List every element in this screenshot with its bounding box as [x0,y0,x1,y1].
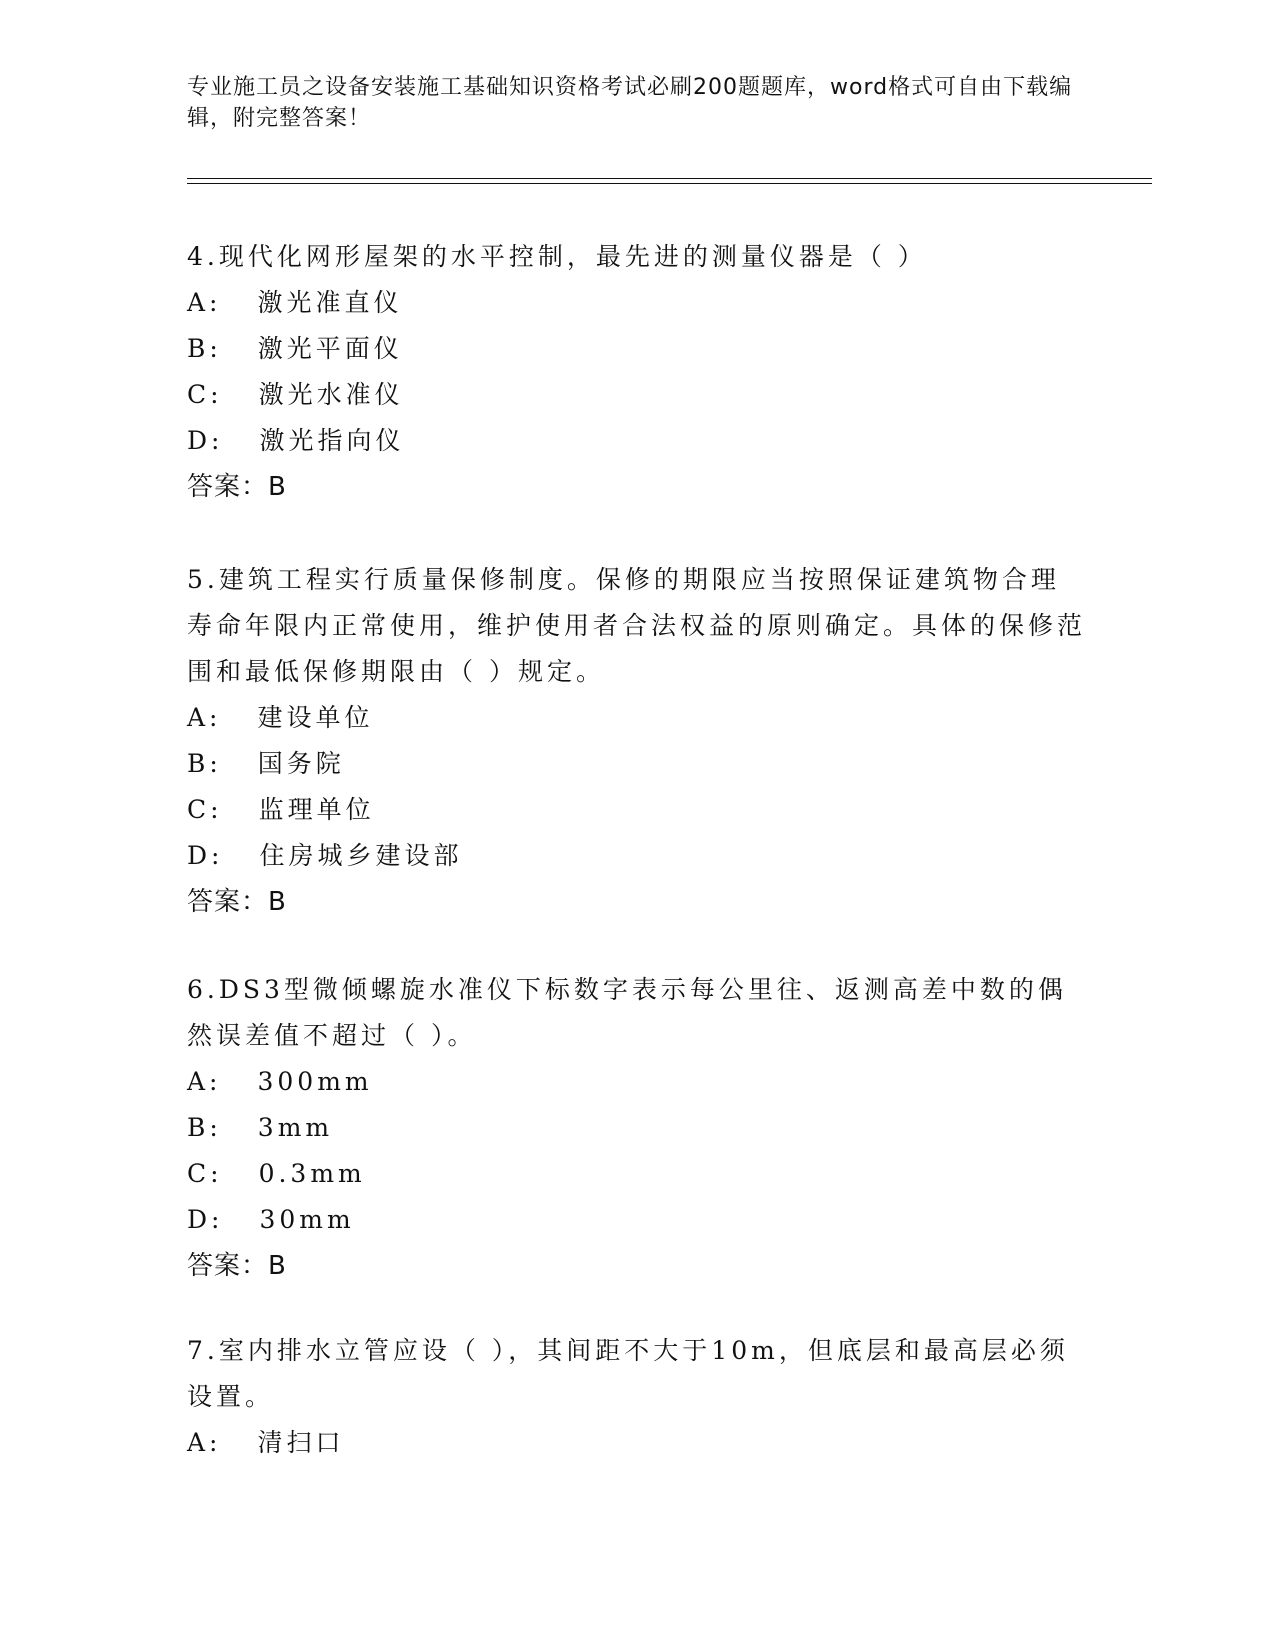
option-c [187,787,1087,833]
option-letter: D: [187,1205,224,1234]
header-divider-top [187,178,1152,179]
option-letter: C: [187,380,223,409]
document-header: 专业施工员之设备安装施工基础知识资格考试必刷200题题库，word格式可自由下载编辑，附完整答案！ [187,75,1073,131]
option-a [187,280,1087,326]
option-a [187,1420,1087,1466]
option-letter: B: [187,334,222,363]
option-a [187,1059,1087,1105]
option-c [187,1151,1087,1197]
option-letter: C: [187,1159,223,1188]
option-text: 住房城乡建设部 [259,841,463,870]
answer-line: 答案：B [187,1251,287,1281]
option-c [187,372,1087,418]
option-text: 300mm [257,1067,373,1096]
option-text: 激光水准仪 [258,380,404,409]
question-6 [187,967,1087,1289]
option-d [187,1197,1087,1243]
option-b [187,326,1087,372]
option-letter: B: [187,1113,222,1142]
option-letter: D: [187,426,224,455]
option-text: 激光指向仪 [259,426,405,455]
option-text: 3mm [257,1113,334,1142]
answer-line: 答案：B [187,472,287,502]
option-letter: B: [187,749,222,778]
option-text: 激光平面仪 [257,334,403,363]
option-letter: A: [187,1428,222,1457]
question-text: 7.室内排水立管应设（ ），其间距不大于10m，但底层和最高层必须设置。 [187,1336,1069,1411]
option-letter: A: [187,288,222,317]
option-b [187,741,1087,787]
question-7 [187,1328,1087,1466]
option-d [187,833,1087,879]
option-text: 30mm [259,1205,355,1234]
header-divider-bottom [187,183,1152,184]
option-letter: A: [187,703,222,732]
question-text: 5.建筑工程实行质量保修制度。保修的期限应当按照保证建筑物合理寿命年限内正常使用，维护使用者合法权益的原则确定。具体的保修范围和最低保修期限由（ ）规定。 [187,565,1087,686]
answer-line: 答案：B [187,887,287,917]
question-4 [187,234,1087,510]
option-text: 建设单位 [257,703,374,732]
question-5 [187,557,1087,925]
question-text: 6.DS3型微倾螺旋水准仪下标数字表示每公里往、返测高差中数的偶然误差值不超过（ ）。 [187,975,1067,1050]
option-letter: A: [187,1067,222,1096]
question-text: 4.现代化网形屋架的水平控制，最先进的测量仪器是（ ） [187,242,927,271]
option-text: 0.3mm [258,1159,366,1188]
option-letter: C: [187,795,223,824]
option-text: 国务院 [257,749,345,778]
option-a [187,695,1087,741]
option-text: 激光准直仪 [257,288,403,317]
option-b [187,1105,1087,1151]
option-letter: D: [187,841,224,870]
option-text: 清扫口 [257,1428,345,1457]
option-d [187,418,1087,464]
option-text: 监理单位 [258,795,375,824]
